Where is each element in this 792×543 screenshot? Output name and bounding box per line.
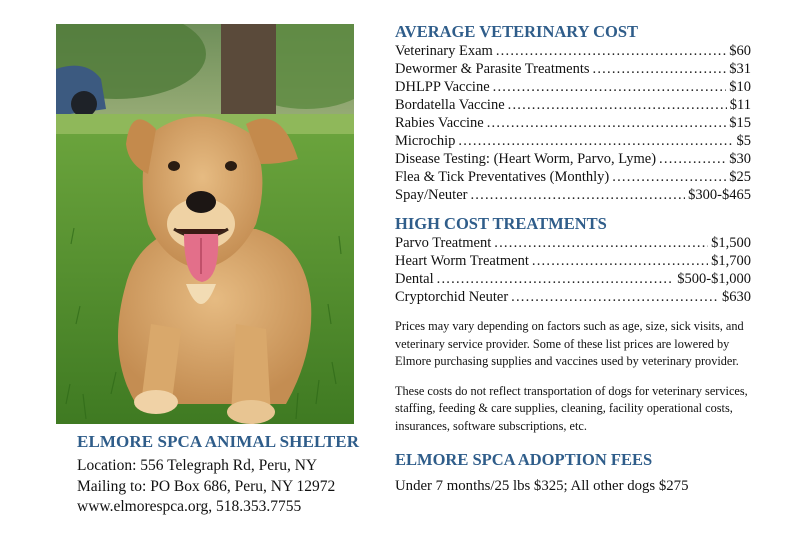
item-label: Rabies Vaccine: [395, 115, 484, 131]
list-item: [395, 186, 751, 204]
item-price: $60: [729, 43, 751, 59]
leader-dots: [496, 42, 726, 60]
leader-dots: [437, 270, 675, 288]
item-price: $300-$465: [688, 187, 751, 203]
item-price: $630: [722, 289, 751, 305]
high-cost-list: [395, 234, 751, 306]
leader-dots: [532, 252, 708, 270]
item-price: $1,500: [711, 235, 751, 251]
item-label: Heart Worm Treatment: [395, 253, 529, 269]
item-price: $10: [729, 79, 751, 95]
cost-column: [395, 22, 751, 496]
list-item: [395, 42, 751, 60]
leader-dots: [470, 186, 685, 204]
item-price: $25: [729, 169, 751, 185]
item-label: Spay/Neuter: [395, 187, 468, 203]
list-item: [395, 150, 751, 168]
item-price: $11: [729, 97, 751, 113]
shelter-info: [77, 432, 377, 518]
list-item: [395, 270, 751, 288]
list-item: [395, 60, 751, 78]
leader-dots: [458, 132, 733, 150]
list-item: [395, 78, 751, 96]
item-price: $500-$1,000: [677, 271, 751, 287]
item-label: Disease Testing: (Heart Worm, Parvo, Lyme): [395, 151, 657, 167]
prices-vary-note: Prices may vary depending on factors such as age, size, sick visits, and veterinary service provider. Some of these list prices are lowered by Elmore purchasing supplies and vaccines used by veterinary provider.: [395, 319, 744, 368]
item-label: Dewormer & Parasite Treatments: [395, 61, 590, 77]
shelter-web-phone: www.elmorespca.org, 518.353.7755: [77, 498, 302, 515]
vet-cost-list: [395, 42, 751, 204]
item-label: Parvo Treatment: [395, 235, 492, 251]
leader-dots: [593, 60, 727, 78]
leader-dots: [494, 234, 708, 252]
leader-dots: [511, 288, 719, 306]
dog-photo-illustration: [56, 24, 354, 424]
list-item: [395, 114, 751, 132]
dog-photo: [56, 24, 354, 424]
list-item: [395, 96, 751, 114]
item-label: Cryptorchid Neuter: [395, 289, 509, 305]
high-cost-title: HIGH COST TREATMENTS: [395, 214, 607, 233]
shelter-mailing: Mailing to: PO Box 686, Peru, NY 12972: [77, 477, 336, 495]
leader-dots: [659, 150, 726, 168]
item-label: Veterinary Exam: [395, 43, 493, 59]
list-item: [395, 132, 751, 150]
leader-dots: [612, 168, 726, 186]
item-price: $31: [729, 61, 751, 77]
item-price: $15: [729, 115, 751, 131]
leader-dots: [487, 114, 727, 132]
shelter-location: Location: 556 Telegraph Rd, Peru, NY: [77, 457, 318, 474]
shelter-name: ELMORE SPCA ANIMAL SHELTER: [77, 432, 360, 451]
list-item: [395, 168, 751, 186]
item-label: Microchip: [395, 133, 456, 149]
item-label: Dental: [395, 271, 434, 287]
item-price: $5: [736, 133, 751, 149]
list-item: [395, 234, 751, 252]
vet-cost-title: AVERAGE VETERINARY COST: [395, 22, 639, 41]
item-price: $30: [729, 151, 751, 167]
item-label: Bordatella Vaccine: [395, 97, 505, 113]
adoption-fees-text: Under 7 months/25 lbs $325; All other dogs $275: [395, 478, 689, 494]
adoption-fees-title: ELMORE SPCA ADOPTION FEES: [395, 450, 653, 469]
item-price: $1,700: [711, 253, 751, 269]
costs-not-included-note: These costs do not reflect transportation of dogs for veterinary services, staffing, feeding & care supplies, cleaning, facility operational costs, insurances, software subscriptions, etc.: [395, 383, 748, 433]
list-item: [395, 288, 751, 306]
leader-dots: [508, 96, 727, 114]
leader-dots: [493, 78, 727, 96]
item-label: DHLPP Vaccine: [395, 79, 490, 95]
item-label: Flea & Tick Preventatives (Monthly): [395, 169, 610, 185]
list-item: [395, 252, 751, 270]
